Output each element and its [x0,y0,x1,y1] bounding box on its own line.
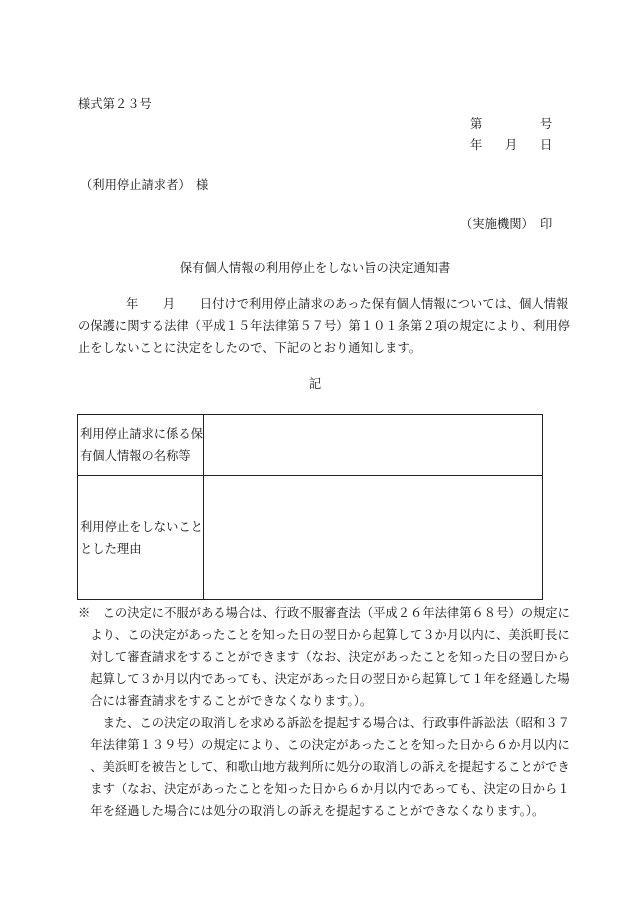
note-line: 年法律第１３９号）の規定により、この決定があったことを知った日から６か月以内に [78,738,570,752]
body-line: の保護に関する法律（平成１５年法律第５７号）第１０１条第２項の規定により、利用停 [78,319,570,333]
notes-lawsuit [78,712,570,822]
row-label [78,415,204,476]
ki-heading: 記 [308,377,322,391]
date-day: 日 [540,138,553,152]
row-label-line: 利用停止請求に係る保 [80,427,203,441]
table-row [78,415,543,476]
note-line: また、この決定の取消しを求める訴訟を提起する場合は、行政事件訴訟法（昭和３７ [78,716,570,730]
document-title: 保有個人情報の利用停止をしない旨の決定通知書 [179,261,451,275]
note-line: 起算して３か月以内であっても、決定があった日の翌日から起算して１年を経過した場 [78,672,570,686]
body-line: 年 月 日付けで利用停止請求のあった保有個人情報については、個人情報 [126,297,569,311]
doc-number-prefix: 第 [470,117,483,131]
note-line: 年を経過した場合には処分の取消しの訴えを提起することができなくなります。）。 [78,804,545,818]
date-year: 年 [470,138,483,152]
addressee-label: （利用停止請求者） [80,178,191,192]
note-line: 合には審査請求をすることができなくなります。）。 [78,694,373,708]
issuer-label: （実施機関） [460,217,534,231]
body-text [78,293,570,359]
row-label [78,476,204,600]
row-value-field [203,415,542,476]
doc-number-suffix: 号 [540,117,553,131]
note-line: ます（なお、決定があったことを知った日から６か月以内であっても、決定の日から１ [78,782,570,796]
date-month: 月 [505,138,518,152]
note-line: より、この決定があったことを知った日の翌日から起算して３か月以内に、美浜町長に [78,628,570,642]
note-line: ※ この決定に不服がある場合は、行政不服審査法（平成２６年法律第６８号）の規定に [78,606,570,620]
form-number: 様式第２３号 [78,97,152,111]
row-label-line: 有個人情報の名称等 [80,449,191,463]
info-table [77,414,543,600]
body-line: 止をしないことに決定をしたので、下記のとおり通知します。 [78,341,422,355]
addressee-honorific: 様 [196,178,209,192]
seal-mark: 印 [540,217,553,231]
note-line: 対して審査請求をすることができます（なお、決定があったことを知った日の翌日から [78,650,570,664]
row-label-line: とした理由 [80,541,142,556]
row-value-field [203,476,542,600]
row-label-line: 利用停止をしないこと [80,519,203,534]
note-line: 、美浜町を被告として、和歌山地方裁判所に処分の取消しの訴えを提起することができ [78,760,570,774]
table-row [78,476,543,600]
notes-appeal [78,602,570,712]
